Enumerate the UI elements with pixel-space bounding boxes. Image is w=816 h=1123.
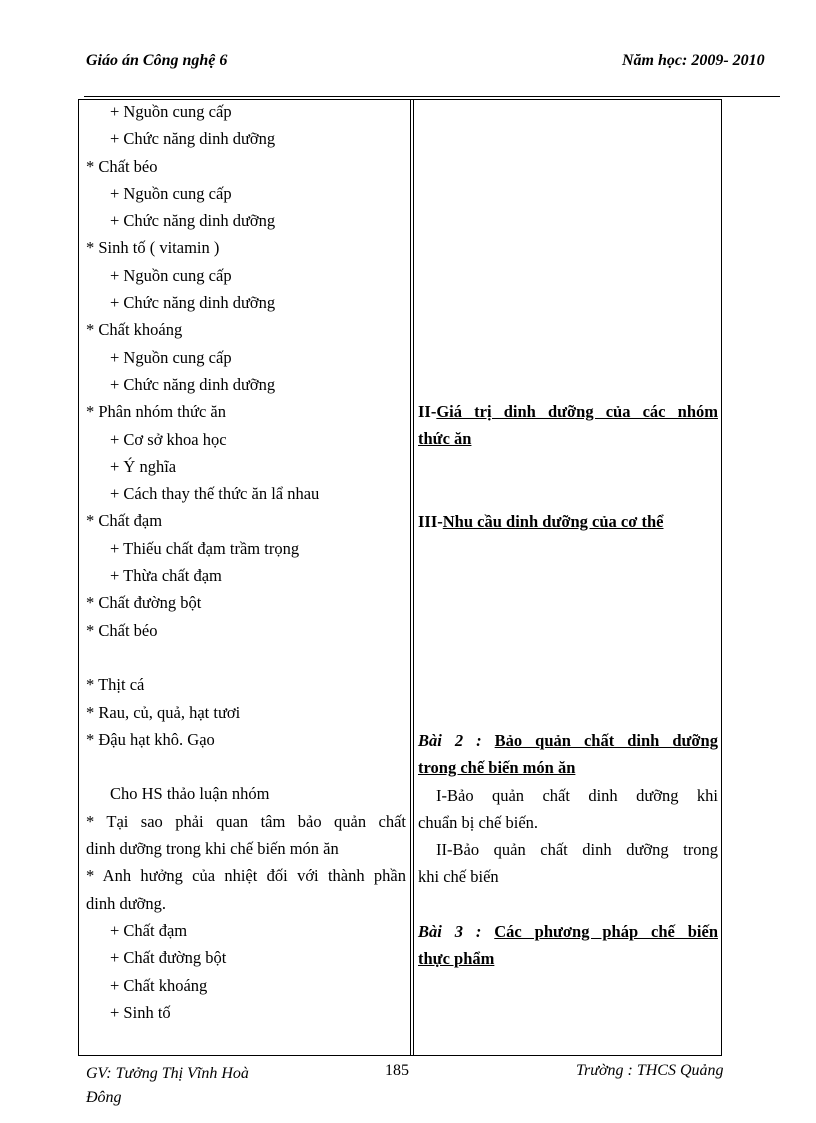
lesson-3-title: Các phương pháp chế biến: [494, 922, 718, 941]
list-item: + Chất khoáng: [110, 975, 208, 995]
lesson-2-item-1-cont: chuẩn bị chế biến.: [418, 812, 539, 832]
list-item: * Chất béo: [86, 156, 158, 176]
list-item: dinh dưỡng.: [86, 893, 167, 913]
list-item: + Nguồn cung cấp: [110, 265, 232, 285]
teacher-activity-column: [86, 98, 406, 1026]
header-divider: [84, 96, 780, 97]
section-2-prefix: II-: [418, 402, 437, 421]
lesson-3-block: [418, 918, 718, 973]
column-divider: [410, 99, 411, 1056]
header-subject: Giáo án Công nghệ 6: [86, 52, 228, 69]
list-item: + Chất đạm: [110, 920, 188, 940]
list-item: + Chức năng dinh dưỡng: [110, 211, 276, 231]
lesson-3-title-line: [418, 918, 718, 945]
list-item: + Chức năng dinh dưỡng: [110, 129, 276, 149]
list-item: * Chất khoáng: [86, 320, 183, 340]
section-2-heading: [418, 398, 718, 453]
list-item: + Chất đường bột: [110, 948, 227, 968]
list-item: + Thiếu chất đạm trầm trọng: [110, 538, 300, 558]
lesson-3-title-cont: thực phẩm: [418, 949, 495, 969]
list-item: + Cách thay thế thức ăn lẩ nhau: [110, 484, 320, 504]
list-item: * Thịt cá: [86, 675, 145, 695]
list-item: + Chức năng dinh dưỡng: [110, 374, 276, 394]
column-divider-inner: [413, 99, 414, 1056]
footer-teacher: [86, 1062, 286, 1110]
list-item: * Đậu hạt khô. Gạo: [86, 729, 215, 749]
list-item: Cho HS thảo luận nhóm: [110, 784, 270, 804]
list-item: + Ý nghĩa: [110, 456, 177, 476]
list-item: + Chức năng dinh dưỡng: [110, 293, 276, 313]
section-2-title-cont: thức ăn: [418, 429, 472, 449]
header-school-year: Năm học: 2009- 2010: [622, 52, 765, 69]
blank-line: [86, 644, 406, 671]
blank-line: [86, 753, 406, 780]
section-3-heading: [418, 508, 718, 535]
footer-teacher-name: GV: Tưởng Thị Vĩnh Hoà: [86, 1065, 249, 1082]
list-item: * Chất đạm: [86, 511, 163, 531]
lesson-2-title: Bảo quản chất dinh dưỡng: [494, 731, 718, 750]
page-number: 185: [385, 1062, 409, 1079]
list-item: + Sinh tố: [110, 1002, 171, 1022]
list-item: + Nguồn cung cấp: [110, 102, 232, 121]
list-item: * Sinh tố ( vitamin ): [86, 238, 220, 258]
list-item: * Rau, củ, quả, hạt tươi: [86, 702, 241, 722]
lesson-2-label: Bài 2 :: [418, 731, 482, 750]
footer-school: Trường : THCS Quảng: [576, 1062, 724, 1079]
section-2-title: Giá trị dinh dưỡng của các nhóm: [436, 402, 718, 421]
list-item: * Phân nhóm thức ăn: [86, 402, 227, 422]
list-item: * Anh hưởng của nhiệt đối với thành phần: [86, 866, 406, 886]
list-item: + Cơ sở khoa học: [110, 429, 227, 449]
lesson-2-title-line: [418, 727, 718, 754]
list-item: * Chất đường bột: [86, 593, 202, 613]
list-item: * Chất béo: [86, 620, 158, 640]
footer-teacher-name-cont: Đông: [86, 1089, 122, 1106]
list-item: + Thừa chất đạm: [110, 566, 222, 586]
lesson-2-title-cont: trong chế biến món ăn: [418, 758, 576, 778]
list-item: dinh dưỡng trong khi chế biến món ăn: [86, 839, 339, 859]
section-3-title: Nhu cầu dinh dưỡng của cơ thể: [442, 512, 664, 531]
section-2-title-line: [418, 398, 718, 425]
section-3-prefix: III-: [418, 512, 443, 531]
lesson-2-block: [418, 727, 718, 891]
lesson-2-item-2: II-Bảo quản chất dinh dưỡng trong: [436, 840, 718, 860]
lesson-2-item-1: I-Bảo quản chất dinh dưỡng khi: [436, 785, 718, 805]
lesson-2-item-2-cont: khi chế biến: [418, 867, 499, 887]
list-item: + Nguồn cung cấp: [110, 183, 232, 203]
list-item: + Nguồn cung cấp: [110, 347, 232, 367]
lesson-3-label: Bài 3 :: [418, 922, 482, 941]
list-item: * Tại sao phải quan tâm bảo quản chất: [86, 811, 406, 831]
